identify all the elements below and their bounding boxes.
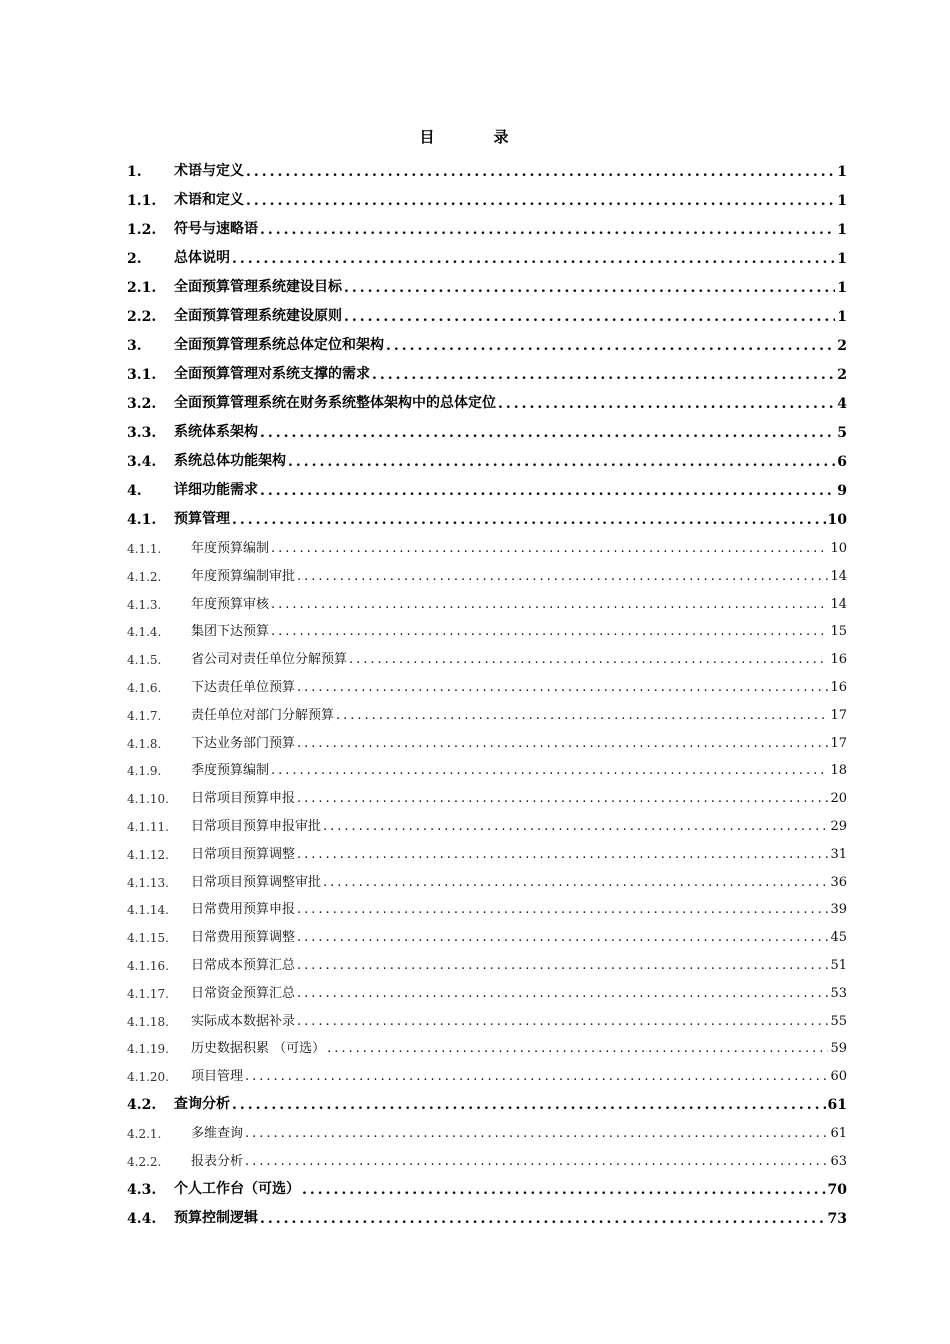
toc-entry-number: 4.1.2. (127, 569, 162, 584)
toc-entry[interactable] (127, 359, 847, 383)
toc-entry-page-number: 1 (837, 309, 847, 325)
toc-entry[interactable] (127, 272, 847, 296)
toc-dot-leader (297, 958, 828, 973)
toc-entry-page-number: 1 (837, 193, 847, 209)
toc-entry-page-number: 9 (837, 483, 847, 499)
toc-entry[interactable] (127, 1146, 847, 1169)
toc-entry-label: 详细功能需求 (174, 482, 258, 498)
toc-entry-label: 个人工作台（可选） (174, 1180, 300, 1197)
toc-entry-label: 季度预算编制 (191, 763, 270, 779)
toc-dot-leader (386, 338, 835, 354)
toc-entry-number: 4.1.16. (127, 958, 169, 973)
toc-entry-number: 4. (127, 483, 142, 499)
toc-dot-leader (260, 1211, 826, 1227)
toc-dot-leader (323, 819, 828, 834)
toc-entry-page-number: 5 (837, 425, 847, 441)
toc-dot-leader (260, 222, 835, 238)
toc-entry-number: 4.1.1. (127, 542, 162, 556)
toc-entry-number: 4.1.6. (127, 680, 162, 695)
toc-entry-page-number: 1 (837, 251, 847, 267)
toc-entry[interactable] (127, 1203, 847, 1227)
toc-entry-page-number: 53 (830, 985, 847, 1001)
toc-entry[interactable] (127, 644, 847, 667)
toc-entry-label: 责任单位对部门分解预算 (191, 707, 335, 723)
toc-entry-label: 日常成本预算汇总 (191, 957, 296, 973)
toc-entry-label: 术语和定义 (174, 192, 244, 208)
toc-dot-leader (245, 1126, 828, 1141)
toc-entry-number: 4.1.12. (127, 847, 169, 862)
toc-entry-number: 2. (127, 251, 142, 267)
toc-entry[interactable] (127, 417, 847, 441)
toc-entry-number: 4.2.1. (127, 1126, 162, 1141)
toc-entry-page-number: 14 (830, 568, 847, 584)
toc-entry-label: 全面预算管理对系统支撑的需求 (174, 366, 370, 382)
toc-dot-leader (297, 986, 828, 1001)
toc-entry-page-number: 18 (830, 763, 847, 779)
toc-entry-page-number: 51 (830, 957, 847, 973)
toc-dot-leader (297, 791, 828, 806)
toc-entry-label: 年度预算编制审批 (191, 568, 296, 584)
toc-entry-number: 4.1.17. (127, 986, 169, 1001)
toc-entry-label: 系统体系架构 (174, 424, 258, 440)
toc-entry[interactable] (127, 672, 847, 695)
toc-entry-label: 日常项目预算申报 (191, 791, 296, 807)
toc-entry-page-number: 39 (830, 902, 847, 918)
toc-entry[interactable] (127, 700, 847, 723)
toc-entry-label: 日常项目预算调整 (191, 846, 296, 862)
toc-entry-label: 日常项目预算申报审批 (191, 818, 322, 834)
toc-entry[interactable] (127, 156, 847, 180)
toc-entry-page-number: 60 (830, 1069, 847, 1085)
toc-entry-number: 4.1.20. (127, 1070, 169, 1085)
toc-entry-page-number: 17 (830, 735, 847, 751)
toc-entry[interactable] (127, 301, 847, 325)
toc-entry[interactable] (127, 839, 847, 862)
toc-entry-page-number: 10 (827, 512, 847, 528)
toc-entry-number: 4.1.8. (127, 736, 162, 751)
toc-entry-page-number: 16 (830, 679, 847, 695)
toc-entry-number: 1.1. (127, 193, 157, 209)
toc-entry-label: 查询分析 (174, 1095, 230, 1112)
toc-dot-leader (336, 708, 828, 723)
toc-entry-page-number: 63 (830, 1153, 847, 1169)
toc-dot-leader (297, 847, 828, 862)
toc-entry-label: 省公司对责任单位分解预算 (191, 652, 348, 668)
toc-dot-leader (344, 280, 835, 296)
toc-entry-page-number: 4 (837, 396, 847, 412)
toc-entry-label: 全面预算管理系统总体定位和架构 (174, 337, 384, 353)
toc-entry[interactable] (127, 561, 847, 584)
toc-entry-number: 4.1.18. (127, 1014, 169, 1029)
toc-entry-number: 4.1.19. (127, 1042, 169, 1057)
toc-dot-leader (327, 1041, 828, 1056)
toc-entry-number: 1.2. (127, 222, 157, 238)
toc-entry-number: 4.1.7. (127, 708, 162, 723)
toc-entry[interactable] (127, 978, 847, 1001)
toc-entry-label: 年度预算编制 (191, 541, 270, 556)
toc-entry[interactable] (127, 616, 847, 639)
toc-dot-leader (271, 624, 828, 639)
toc-dot-leader (271, 763, 828, 778)
toc-dot-leader (498, 396, 835, 412)
toc-entry[interactable] (127, 243, 847, 267)
toc-entry[interactable] (127, 950, 847, 973)
toc-entry[interactable] (127, 388, 847, 412)
toc-dot-leader (344, 309, 835, 325)
toc-entry-number: 3.1. (127, 367, 157, 383)
toc-entry-label: 总体说明 (174, 250, 230, 266)
toc-entry-label: 多维查询 (191, 1125, 244, 1141)
toc-entry-page-number: 6 (837, 454, 847, 470)
toc-entry-page-number: 1 (837, 280, 847, 296)
toc-entry-label: 全面预算管理系统建设目标 (174, 279, 342, 295)
toc-entry-page-number: 2 (837, 367, 847, 383)
toc-entry-number: 4.2. (127, 1096, 157, 1113)
toc-entry-page-number: 45 (830, 930, 847, 946)
toc-entry-page-number: 73 (827, 1210, 847, 1227)
toc-entry-label: 项目管理 (191, 1069, 244, 1085)
toc-dot-leader (245, 1069, 828, 1084)
toc-title: 目 录 (419, 128, 531, 146)
toc-dot-leader (232, 1097, 826, 1113)
toc-dot-leader (372, 367, 835, 383)
toc-entry[interactable] (127, 504, 847, 528)
toc-entry-number: 4.1. (127, 512, 157, 528)
toc-dot-leader (349, 652, 828, 667)
toc-entry[interactable] (127, 922, 847, 945)
toc-entry[interactable] (127, 589, 847, 612)
toc-entry[interactable] (127, 811, 847, 834)
toc-entry-label: 日常资金预算汇总 (191, 985, 296, 1001)
toc-entry-label: 集团下达预算 (191, 624, 270, 640)
toc-entry-label: 全面预算管理系统建设原则 (174, 308, 342, 324)
toc-entry-number: 3. (127, 338, 142, 354)
toc-dot-leader (260, 483, 835, 499)
toc-entry[interactable] (127, 533, 847, 556)
toc-entry-number: 2.2. (127, 309, 157, 325)
toc-dot-leader (323, 875, 828, 890)
toc-entry-label: 日常费用预算调整 (191, 930, 296, 946)
toc-entry-page-number: 36 (830, 874, 847, 890)
toc-entry-number: 4.1.5. (127, 653, 162, 668)
toc-entry[interactable] (127, 1006, 847, 1029)
toc-entry[interactable] (127, 446, 847, 470)
toc-dot-leader (297, 569, 828, 584)
toc-entry-page-number: 31 (830, 846, 847, 862)
toc-entry-label: 实际成本数据补录 (191, 1013, 296, 1029)
toc-entry[interactable] (127, 1033, 847, 1056)
toc-entry-number: 4.1.11. (127, 819, 169, 834)
toc-entry-label: 年度预算审核 (191, 596, 270, 612)
toc-entry-label: 历史数据积累 （可选） (191, 1041, 326, 1057)
toc-entry-label: 报表分析 (191, 1153, 244, 1169)
toc-entry[interactable] (127, 1174, 847, 1198)
toc-entry-number: 4.1.10. (127, 792, 169, 807)
toc-entry-label: 全面预算管理系统在财务系统整体架构中的总体定位 (174, 395, 496, 411)
toc-dot-leader (297, 1014, 828, 1029)
toc-entry[interactable] (127, 475, 847, 499)
toc-entry[interactable] (127, 867, 847, 890)
toc-entry[interactable] (127, 894, 847, 917)
toc-entry[interactable] (127, 1118, 847, 1141)
toc-entry-number: 4.1.4. (127, 625, 162, 640)
toc-entry-page-number: 59 (830, 1041, 847, 1057)
toc-entry-label: 系统总体功能架构 (174, 453, 286, 469)
toc-dot-leader (260, 425, 835, 441)
toc-entry-page-number: 10 (830, 541, 847, 556)
toc-dot-leader (297, 930, 828, 945)
toc-entry-number: 3.4. (127, 454, 157, 470)
toc-entry[interactable] (127, 783, 847, 806)
toc-entry-number: 4.3. (127, 1181, 157, 1198)
toc-entry-page-number: 55 (830, 1013, 847, 1029)
toc-entry-number: 3.3. (127, 425, 157, 441)
toc-entry-page-number: 1 (837, 222, 847, 238)
toc-entry-page-number: 14 (830, 596, 847, 612)
toc-entry-label: 符号与速略语 (174, 221, 258, 237)
toc-entry-number: 3.2. (127, 396, 157, 412)
toc-entry-page-number: 1 (837, 164, 847, 180)
toc-entry-label: 下达责任单位预算 (191, 679, 296, 695)
toc-entry[interactable] (127, 330, 847, 354)
toc-dot-leader (245, 1154, 828, 1169)
toc-dot-leader (297, 736, 828, 751)
toc-entry-page-number: 20 (830, 791, 847, 807)
toc-entry-page-number: 2 (837, 338, 847, 354)
toc-entry-number: 4.1.9. (127, 764, 162, 779)
toc-entry-number: 1. (127, 164, 142, 180)
toc-entry-number: 4.4. (127, 1210, 157, 1227)
table-of-contents (127, 156, 847, 1232)
toc-dot-leader (288, 454, 835, 470)
toc-entry-label: 术语与定义 (174, 163, 244, 179)
toc-entry-number: 4.1.13. (127, 875, 169, 890)
toc-dot-leader (246, 164, 835, 180)
toc-entry-page-number: 61 (827, 1096, 847, 1113)
toc-entry[interactable] (127, 728, 847, 751)
toc-dot-leader (302, 1182, 826, 1198)
toc-entry-label: 日常项目预算调整审批 (191, 874, 322, 890)
toc-entry-page-number: 17 (830, 707, 847, 723)
toc-entry[interactable] (127, 755, 847, 778)
toc-dot-leader (297, 680, 828, 695)
toc-entry-page-number: 16 (830, 652, 847, 668)
toc-dot-leader (232, 512, 826, 528)
toc-entry[interactable] (127, 1061, 847, 1084)
toc-dot-leader (271, 541, 828, 556)
toc-entry-page-number: 15 (830, 624, 847, 640)
toc-entry-number: 4.1.14. (127, 903, 169, 918)
toc-dot-leader (232, 251, 835, 267)
toc-entry[interactable] (127, 185, 847, 209)
toc-dot-leader (271, 597, 828, 612)
toc-entry-label: 下达业务部门预算 (191, 735, 296, 751)
toc-entry-page-number: 70 (827, 1181, 847, 1198)
toc-dot-leader (297, 902, 828, 917)
toc-entry-page-number: 61 (830, 1125, 847, 1141)
toc-dot-leader (246, 193, 835, 209)
toc-entry-number: 4.1.3. (127, 597, 162, 612)
toc-entry-number: 4.1.15. (127, 931, 169, 946)
toc-entry[interactable] (127, 1089, 847, 1113)
toc-entry-page-number: 29 (830, 818, 847, 834)
toc-entry-number: 4.2.2. (127, 1154, 162, 1169)
toc-entry-label: 预算控制逻辑 (174, 1209, 258, 1226)
toc-entry-number: 2.1. (127, 280, 157, 296)
toc-entry-label: 预算管理 (174, 511, 230, 527)
toc-entry-label: 日常费用预算申报 (191, 902, 296, 918)
toc-entry[interactable] (127, 214, 847, 238)
